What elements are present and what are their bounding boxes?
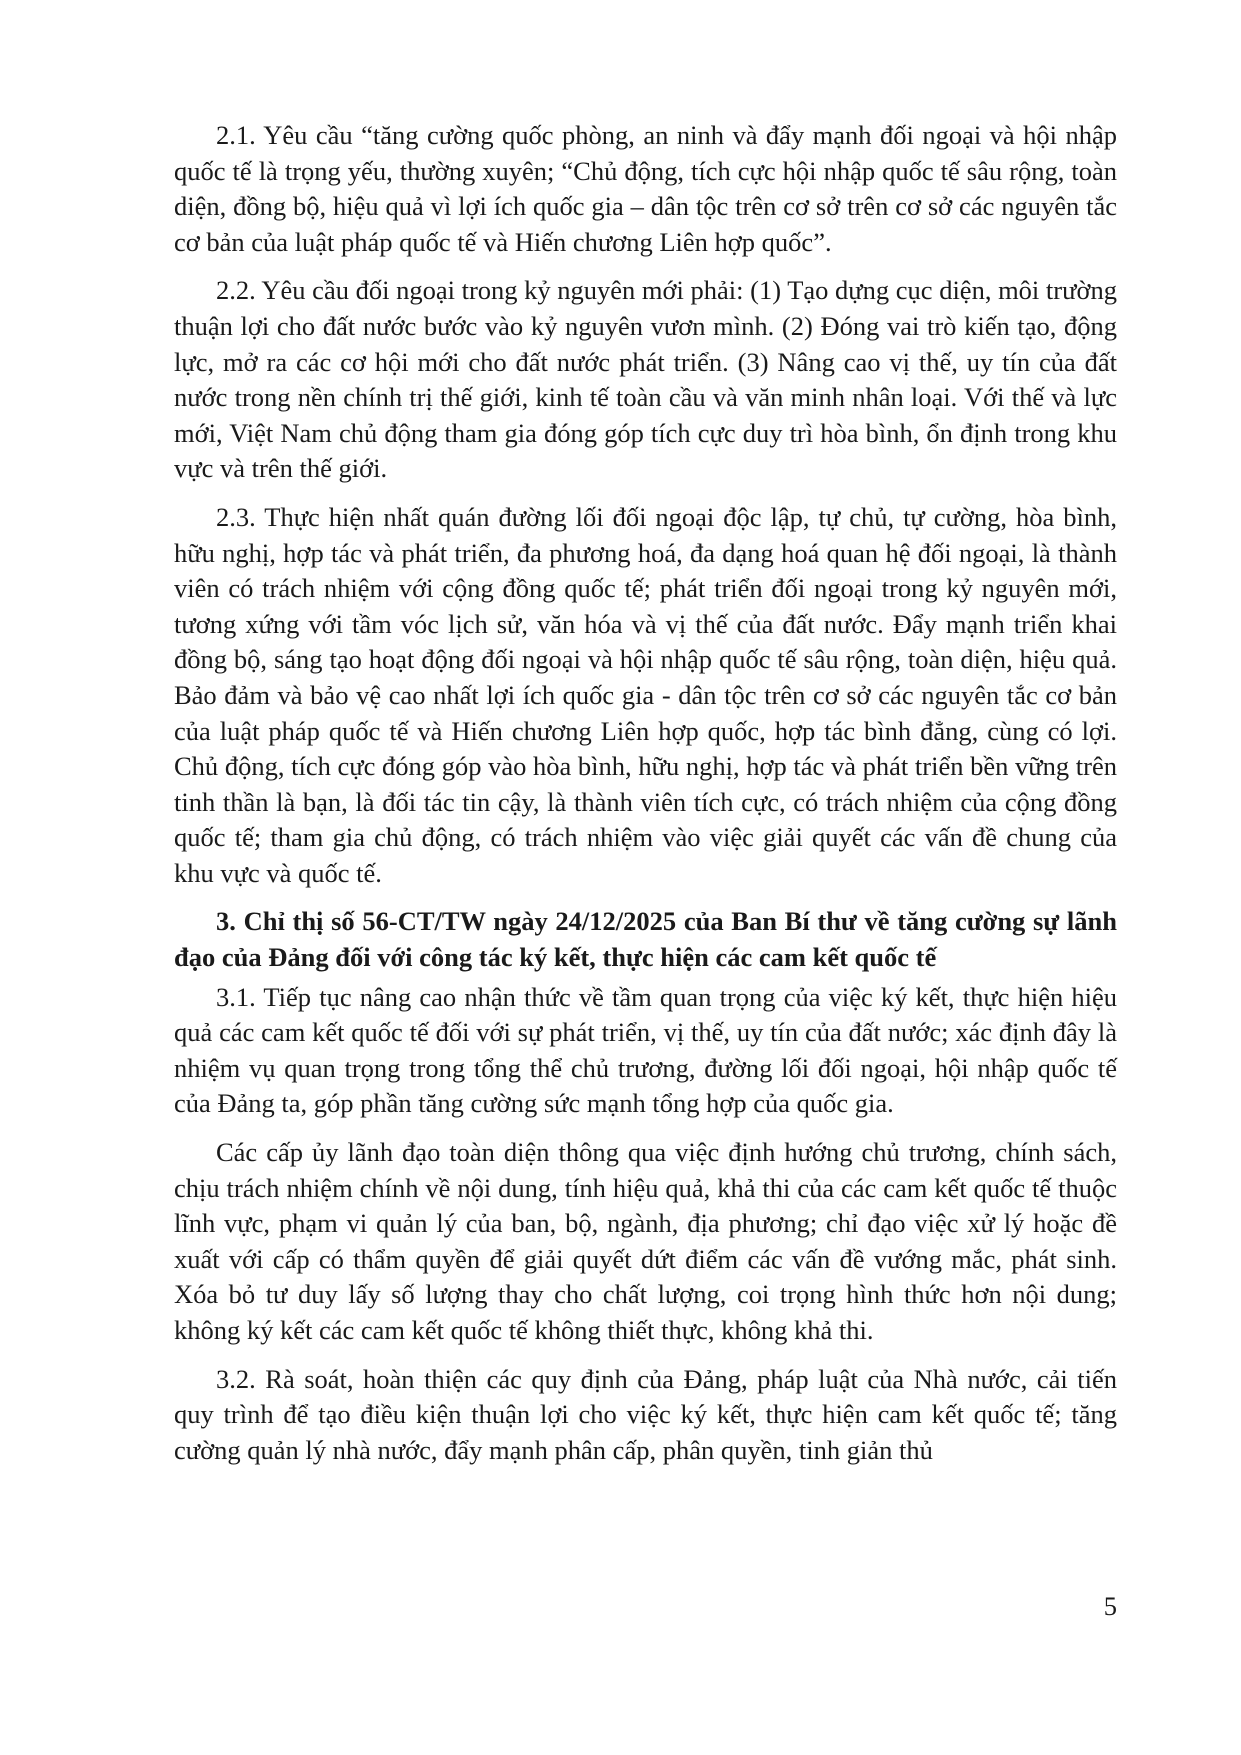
document-page bbox=[174, 118, 1117, 1481]
page-number: 5 bbox=[1103, 1591, 1117, 1621]
paragraph-3-1: 3.1. Tiếp tục nâng cao nhận thức về tầm quan trọng của việc ký kết, thực hiện hiệu quả các cam kết quốc tế đối với sự phát triển, vị thế, uy tín của đất nước; xác định đây là nhiệm vụ quan trọng trong tổng thể chủ trương, đường lối đối ngoại, hội nhập quốc tế của Đảng ta, góp phần tăng cường sức mạnh tổng hợp của quốc gia. bbox=[174, 981, 1117, 1119]
paragraph-2-2: 2.2. Yêu cầu đối ngoại trong kỷ nguyên mới phải: (1) Tạo dựng cục diện, môi trường thuận lợi cho đất nước bước vào kỷ nguyên vươn mình. (2) Đóng vai trò kiến tạo, động lực, mở ra các cơ hội mới cho đất nước phát triển. (3) Nâng cao vị thế, uy tín của đất nước trong nền chính trị thế giới, kinh tế toàn cầu và văn minh nhân loại. Với thế và lực mới, Việt Nam chủ động tham gia đóng góp tích cực duy trì hòa bình, ổn định trong khu vực và trên thế giới. bbox=[174, 275, 1117, 484]
paragraph-3-2: 3.2. Rà soát, hoàn thiện các quy định của Đảng, pháp luật của Nhà nước, cải tiến quy trình để tạo điều kiện thuận lợi cho việc ký kết, thực hiện cam kết quốc tế; tăng cường quản lý nhà nước, đẩy mạnh phân cấp, phân quyền, tinh giản thủ bbox=[174, 1363, 1117, 1465]
paragraph-3-1-continued: Các cấp ủy lãnh đạo toàn diện thông qua việc định hướng chủ trương, chính sách, chịu trách nhiệm chính về nội dung, tính hiệu quả, khả thi của các cam kết quốc tế thuộc lĩnh vực, phạm vi quản lý của ban, bộ, ngành, địa phương; chỉ đạo việc xử lý hoặc đề xuất với cấp có thẩm quyền để giải quyết dứt điểm các vấn đề vướng mắc, phát sinh. Xóa bỏ tư duy lấy số lượng thay cho chất lượng, coi trọng hình thức hơn nội dung; không ký kết các cam kết quốc tế không thiết thực, không khả thi. bbox=[174, 1137, 1117, 1345]
paragraph-2-3: 2.3. Thực hiện nhất quán đường lối đối ngoại độc lập, tự chủ, tự cường, hòa bình, hữu nghị, hợp tác và phát triển, đa phương hoá, đa dạng hoá quan hệ đối ngoại, là thành viên có trách nhiệm với cộng đồng quốc tế; phát triển đối ngoại trong kỷ nguyên mới, tương xứng với tầm vóc lịch sử, văn hóa và vị thế của đất nước. Đẩy mạnh triển khai đồng bộ, sáng tạo hoạt động đối ngoại và hội nhập quốc tế sâu rộng, toàn diện, hiệu quả. Bảo đảm và bảo vệ cao nhất lợi ích quốc gia - dân tộc trên cơ sở các nguyên tắc cơ bản của luật pháp quốc tế và Hiến chương Liên hợp quốc, hợp tác bình đẳng, cùng có lợi. Chủ động, tích cực đóng góp vào hòa bình, hữu nghị, hợp tác và phát triển bền vững trên tinh thần là bạn, là đối tác tin cậy, là thành viên tích cực, có trách nhiệm của cộng đồng quốc tế; tham gia chủ động, có trách nhiệm vào việc giải quyết các vấn đề chung của khu vực và quốc tế. bbox=[174, 501, 1117, 888]
paragraph-2-1: 2.1. Yêu cầu “tăng cường quốc phòng, an ninh và đẩy mạnh đối ngoại và hội nhập quốc tế là trọng yếu, thường xuyên; “Chủ động, tích cực hội nhập quốc tế sâu rộng, toàn diện, đồng bộ, hiệu quả vì lợi ích quốc gia – dân tộc trên cơ sở trên cơ sở các nguyên tắc cơ bản của luật pháp quốc tế và Hiến chương Liên hợp quốc”. bbox=[174, 120, 1117, 257]
section-heading-3: 3. Chỉ thị số 56-CT/TW ngày 24/12/2025 của Ban Bí thư về tăng cường sự lãnh đạo của Đảng đối với công tác ký kết, thực hiện các cam kết quốc tế bbox=[174, 906, 1117, 973]
